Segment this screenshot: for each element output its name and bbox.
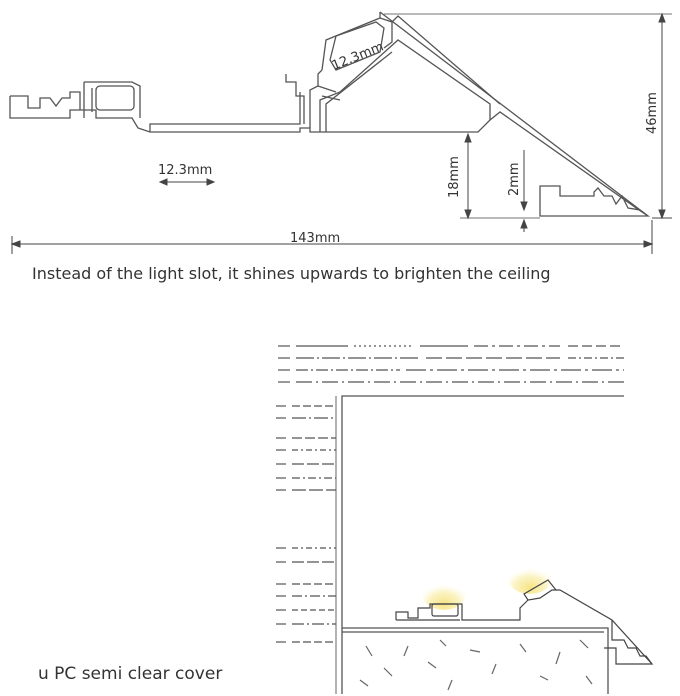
dim-depth-label: 18mm <box>447 156 462 198</box>
dim-small-slot-label: 12.3mm <box>158 163 213 178</box>
dim-width-label: 143mm <box>290 231 341 246</box>
dim-gap-label: 2mm <box>507 162 522 196</box>
room-corner <box>336 396 624 694</box>
dim-angled-slot-label: 12.3mm <box>329 39 386 74</box>
dimension-lines <box>12 14 672 254</box>
ceiling-hatching <box>278 346 624 382</box>
wall-hatching <box>276 406 336 642</box>
light-glow-right <box>508 562 552 594</box>
caption-top: Instead of the light slot, it shines upwards to brighten the ceiling <box>32 264 551 283</box>
light-glow-left <box>422 578 466 610</box>
caption-bottom: u PC semi clear cover <box>38 664 223 684</box>
floor-slab <box>342 628 608 694</box>
dim-height-label: 46mm <box>645 92 660 134</box>
floor-texture <box>360 640 592 690</box>
dimension-labels <box>158 39 660 246</box>
profile-cross-section <box>10 12 648 216</box>
